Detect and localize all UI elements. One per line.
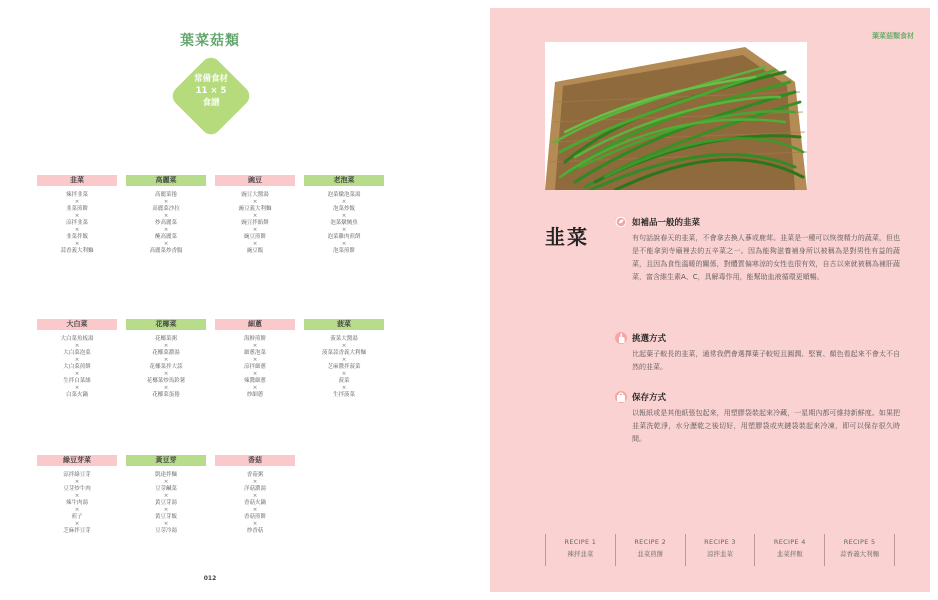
recipe-item: 高麗菜炒香腸 [149,248,183,254]
separator: × [163,507,169,513]
separator: × [252,507,258,513]
info-title: 挑選方式 [632,334,667,344]
info-section-nutrition [615,216,900,284]
recipe-item: 大白菜煎餅 [63,364,91,370]
separator: × [163,357,169,363]
recipe-item: 涼拌綠豆芽 [63,472,91,478]
recipe-number: RECIPE 4 [773,538,806,546]
separator: × [163,479,169,485]
category-4 [304,175,384,255]
recipe-item: 芝麻醬拌菠菜 [327,364,361,370]
recipe-item: 洋菇濃湯 [243,486,266,492]
separator: × [341,385,347,391]
recipe-name: 辣拌韭菜 [567,550,594,558]
category-label: 花椰菜 [126,319,206,330]
recipe-link-4[interactable] [754,534,824,566]
recipe-item: 豌豆煎餅 [243,234,266,240]
recipe-item: 高麗菜捲 [154,192,177,198]
category-recipes [304,336,384,399]
recipe-name: 涼拌韭菜 [706,550,733,558]
category-recipes [215,192,295,255]
recipe-index [545,534,895,566]
separator: × [252,357,258,363]
vegetable-title: 韭菜 [545,225,589,249]
separator: × [341,199,347,205]
category-recipes [37,472,117,535]
badge-line-3: 食譜 [202,98,220,108]
separator: × [252,241,258,247]
category-label: 老泡菜 [304,175,384,186]
recipe-item: 煎子 [71,514,83,520]
recipe-item: 炒高麗菜 [154,220,177,226]
separator: × [252,343,258,349]
recipe-item: 花椰菜蛋捲 [152,392,180,398]
info-title: 如補品一般的韭菜 [632,218,701,228]
recipe-item: 菠菜 [338,378,350,384]
separator: × [74,357,80,363]
leaf-icon [615,216,627,228]
page-number: 012 [203,575,217,582]
info-body: 以報紙或是其他紙張包起來，用塑膠袋裝起來冷藏，一星期內都可維持新鮮度。如果把韭菜洗乾淨，水分瀝乾之後切好，用塑膠袋或夾鏈袋裝起來冷凍，即可以保存很久時間。 [632,409,900,443]
recipe-name: 韭菜拌飯 [776,550,803,558]
info-heading [615,216,900,228]
category-recipes [126,472,206,535]
separator: × [74,343,80,349]
recipe-item: 豌豆拌餡餅 [241,220,269,226]
recipe-link-1[interactable] [545,534,615,566]
category-10 [126,455,206,535]
category-label: 豌豆 [215,175,295,186]
recipe-item: 菠菜大醬湯 [330,336,358,342]
separator: × [163,521,169,527]
separator: × [252,521,258,527]
info-section-selection [615,332,900,374]
separator: × [74,507,80,513]
recipe-item: 辣牛肉湯 [65,500,88,506]
separator: × [74,213,80,219]
separator: × [74,371,80,377]
recipe-item: 花椰菜粥 [154,336,177,342]
recipe-item: 泡菜燉泡菜湯 [327,192,361,198]
recipe-number: RECIPE 3 [704,538,736,546]
recipe-item: 海鮮煎餅 [243,336,266,342]
recipe-item: 豌豆大醬湯 [241,192,269,198]
separator: × [74,521,80,527]
recipe-item: 涼拌細蔥 [243,364,266,370]
category-label: 高麗菜 [126,175,206,186]
recipe-item: 豌豆義大利麵 [238,206,272,212]
category-recipes [215,336,295,399]
info-title: 保存方式 [632,393,667,403]
recipe-item: 高麗菜沙拉 [152,206,180,212]
separator: × [163,493,169,499]
recipe-item: 香菇火鍋 [243,500,266,506]
separator: × [163,213,169,219]
separator: × [163,241,169,247]
category-1 [37,175,117,255]
recipe-item: 豆芽炒牛肉 [63,486,91,492]
recipe-number: RECIPE 5 [843,538,876,546]
separator: × [252,371,258,377]
recipe-item: 炒細蔥 [246,392,264,398]
category-recipes [215,472,295,535]
recipe-item: 韭菜煎餅 [65,206,88,212]
recipe-item: 韭菜拌飯 [65,234,88,240]
category-recipes [37,192,117,255]
info-heading [615,391,900,403]
recipe-item: 花椰菜濃湯 [152,350,180,356]
separator: × [74,227,80,233]
separator: × [341,241,347,247]
badge-line-1: 常備食材 [193,74,228,84]
separator: × [74,241,80,247]
separator: × [341,227,347,233]
recipe-link-2[interactable] [615,534,685,566]
recipe-item: 生拌白菜絲 [63,378,91,384]
section-title: 葉菜菇類 [180,33,240,49]
recipe-item: 黃豆芽飯 [154,514,177,520]
separator: × [252,227,258,233]
recipe-count-badge [173,58,249,134]
separator: × [252,199,258,205]
recipe-item: 香菇粥 [246,472,264,478]
hand-icon [615,332,627,344]
recipe-item: 花椰菜拌大蒜 [149,364,183,370]
separator: × [163,343,169,349]
recipe-item: 泡菜雞肉煎餅 [327,234,361,240]
category-label: 菠菜 [304,319,384,330]
recipe-item: 凱達拌麵 [154,472,177,478]
category-2 [126,175,206,255]
info-body: 有句話說春天的韭菜，不會拿去換人蔘或鹿茸。韭菜是一種可以恢復精力的蔬菜，但也是不能拿到寺廟裡去的五辛菜之一。因為能夠滋養補身所以被稱為是對男性有益的蔬菜，且因為食性溫暖的關係，對體質偏寒涼的女性也很有效，自古以來就被稱為補肝蔬菜，富含維生素A、C，具解毒作用，能幫助血液循環更順暢。 [632,234,900,281]
category-7 [215,319,295,399]
separator: × [74,493,80,499]
recipe-item: 香菇煎餅 [243,514,266,520]
category-label: 細蔥 [215,319,295,330]
separator: × [341,213,347,219]
separator: × [163,371,169,377]
recipe-link-3[interactable] [685,534,755,566]
category-6 [126,319,206,399]
recipe-item: 辣醬細蔥 [243,378,266,384]
badge-text [173,73,249,109]
recipe-item: 生拌菠菜 [332,392,355,398]
recipe-item: 泡菜燉鮪魚 [330,220,358,226]
separator: × [252,479,258,485]
recipe-item: 醃高麗菜 [154,234,177,240]
info-section-storage [615,391,900,446]
separator: × [341,371,347,377]
recipe-link-5[interactable] [824,534,895,566]
category-3 [215,175,295,255]
category-recipes [126,192,206,255]
separator: × [163,199,169,205]
category-label: 香菇 [215,455,295,466]
recipe-item: 辣拌韭菜 [65,192,88,198]
recipe-name: 韭菜煎餅 [637,550,664,558]
recipe-item: 菠菜蒜香義大利麵 [321,350,366,356]
recipe-item: 炒香菇 [246,528,264,534]
separator: × [341,357,347,363]
recipe-item: 白菜火鍋 [65,392,88,398]
category-11 [215,455,295,535]
recipe-item: 細蔥泡菜 [243,350,266,356]
recipe-item: 黃豆芽湯 [154,500,177,506]
separator: × [341,343,347,349]
category-label: 大白菜 [37,319,117,330]
badge-line-2: 11 × 5 [195,86,227,96]
recipe-name: 蒜香義大利麵 [840,550,880,558]
separator: × [74,479,80,485]
info-body: 比起葉子較長的韭菜，通常我們會選擇葉子較短且圓潤、堅實、顏色看起來不會太不自然的韭菜。 [632,350,900,371]
separator: × [74,199,80,205]
recipe-item: 豌豆飯 [246,248,264,254]
recipe-item: 豆芽冷湯 [154,528,177,534]
recipe-number: RECIPE 1 [564,538,597,546]
separator: × [74,385,80,391]
recipe-item: 花椰菜炒馬鈴薯 [146,378,186,384]
separator: × [252,493,258,499]
chapter-tag: 葉菜菇類食材 [872,32,914,40]
category-recipes [126,336,206,399]
category-8 [304,319,384,399]
category-label: 黃豆芽 [126,455,206,466]
info-heading [615,332,900,344]
category-recipes [304,192,384,255]
separator: × [163,227,169,233]
recipe-item: 豆芽鹹菜 [154,486,177,492]
category-9 [37,455,117,535]
recipe-item: 泡菜煎餅 [332,248,355,254]
recipe-number: RECIPE 2 [634,538,667,546]
separator: × [163,385,169,391]
category-5 [37,319,117,399]
separator: × [252,213,258,219]
category-label: 綠豆芽菜 [37,455,117,466]
category-recipes [37,336,117,399]
recipe-item: 蒜香義大利麵 [60,248,94,254]
recipe-item: 涼拌韭菜 [65,220,88,226]
category-label: 韭菜 [37,175,117,186]
recipe-item: 芝麻拌豆芽 [63,528,91,534]
left-page [0,0,468,600]
bag-icon [615,391,627,403]
right-page [490,8,930,592]
chive-photo [545,42,807,190]
recipe-item: 大白菜泡菜 [63,350,91,356]
recipe-item: 大白菜魚板湯 [60,336,94,342]
separator: × [252,385,258,391]
recipe-item: 泡菜炒飯 [332,206,355,212]
